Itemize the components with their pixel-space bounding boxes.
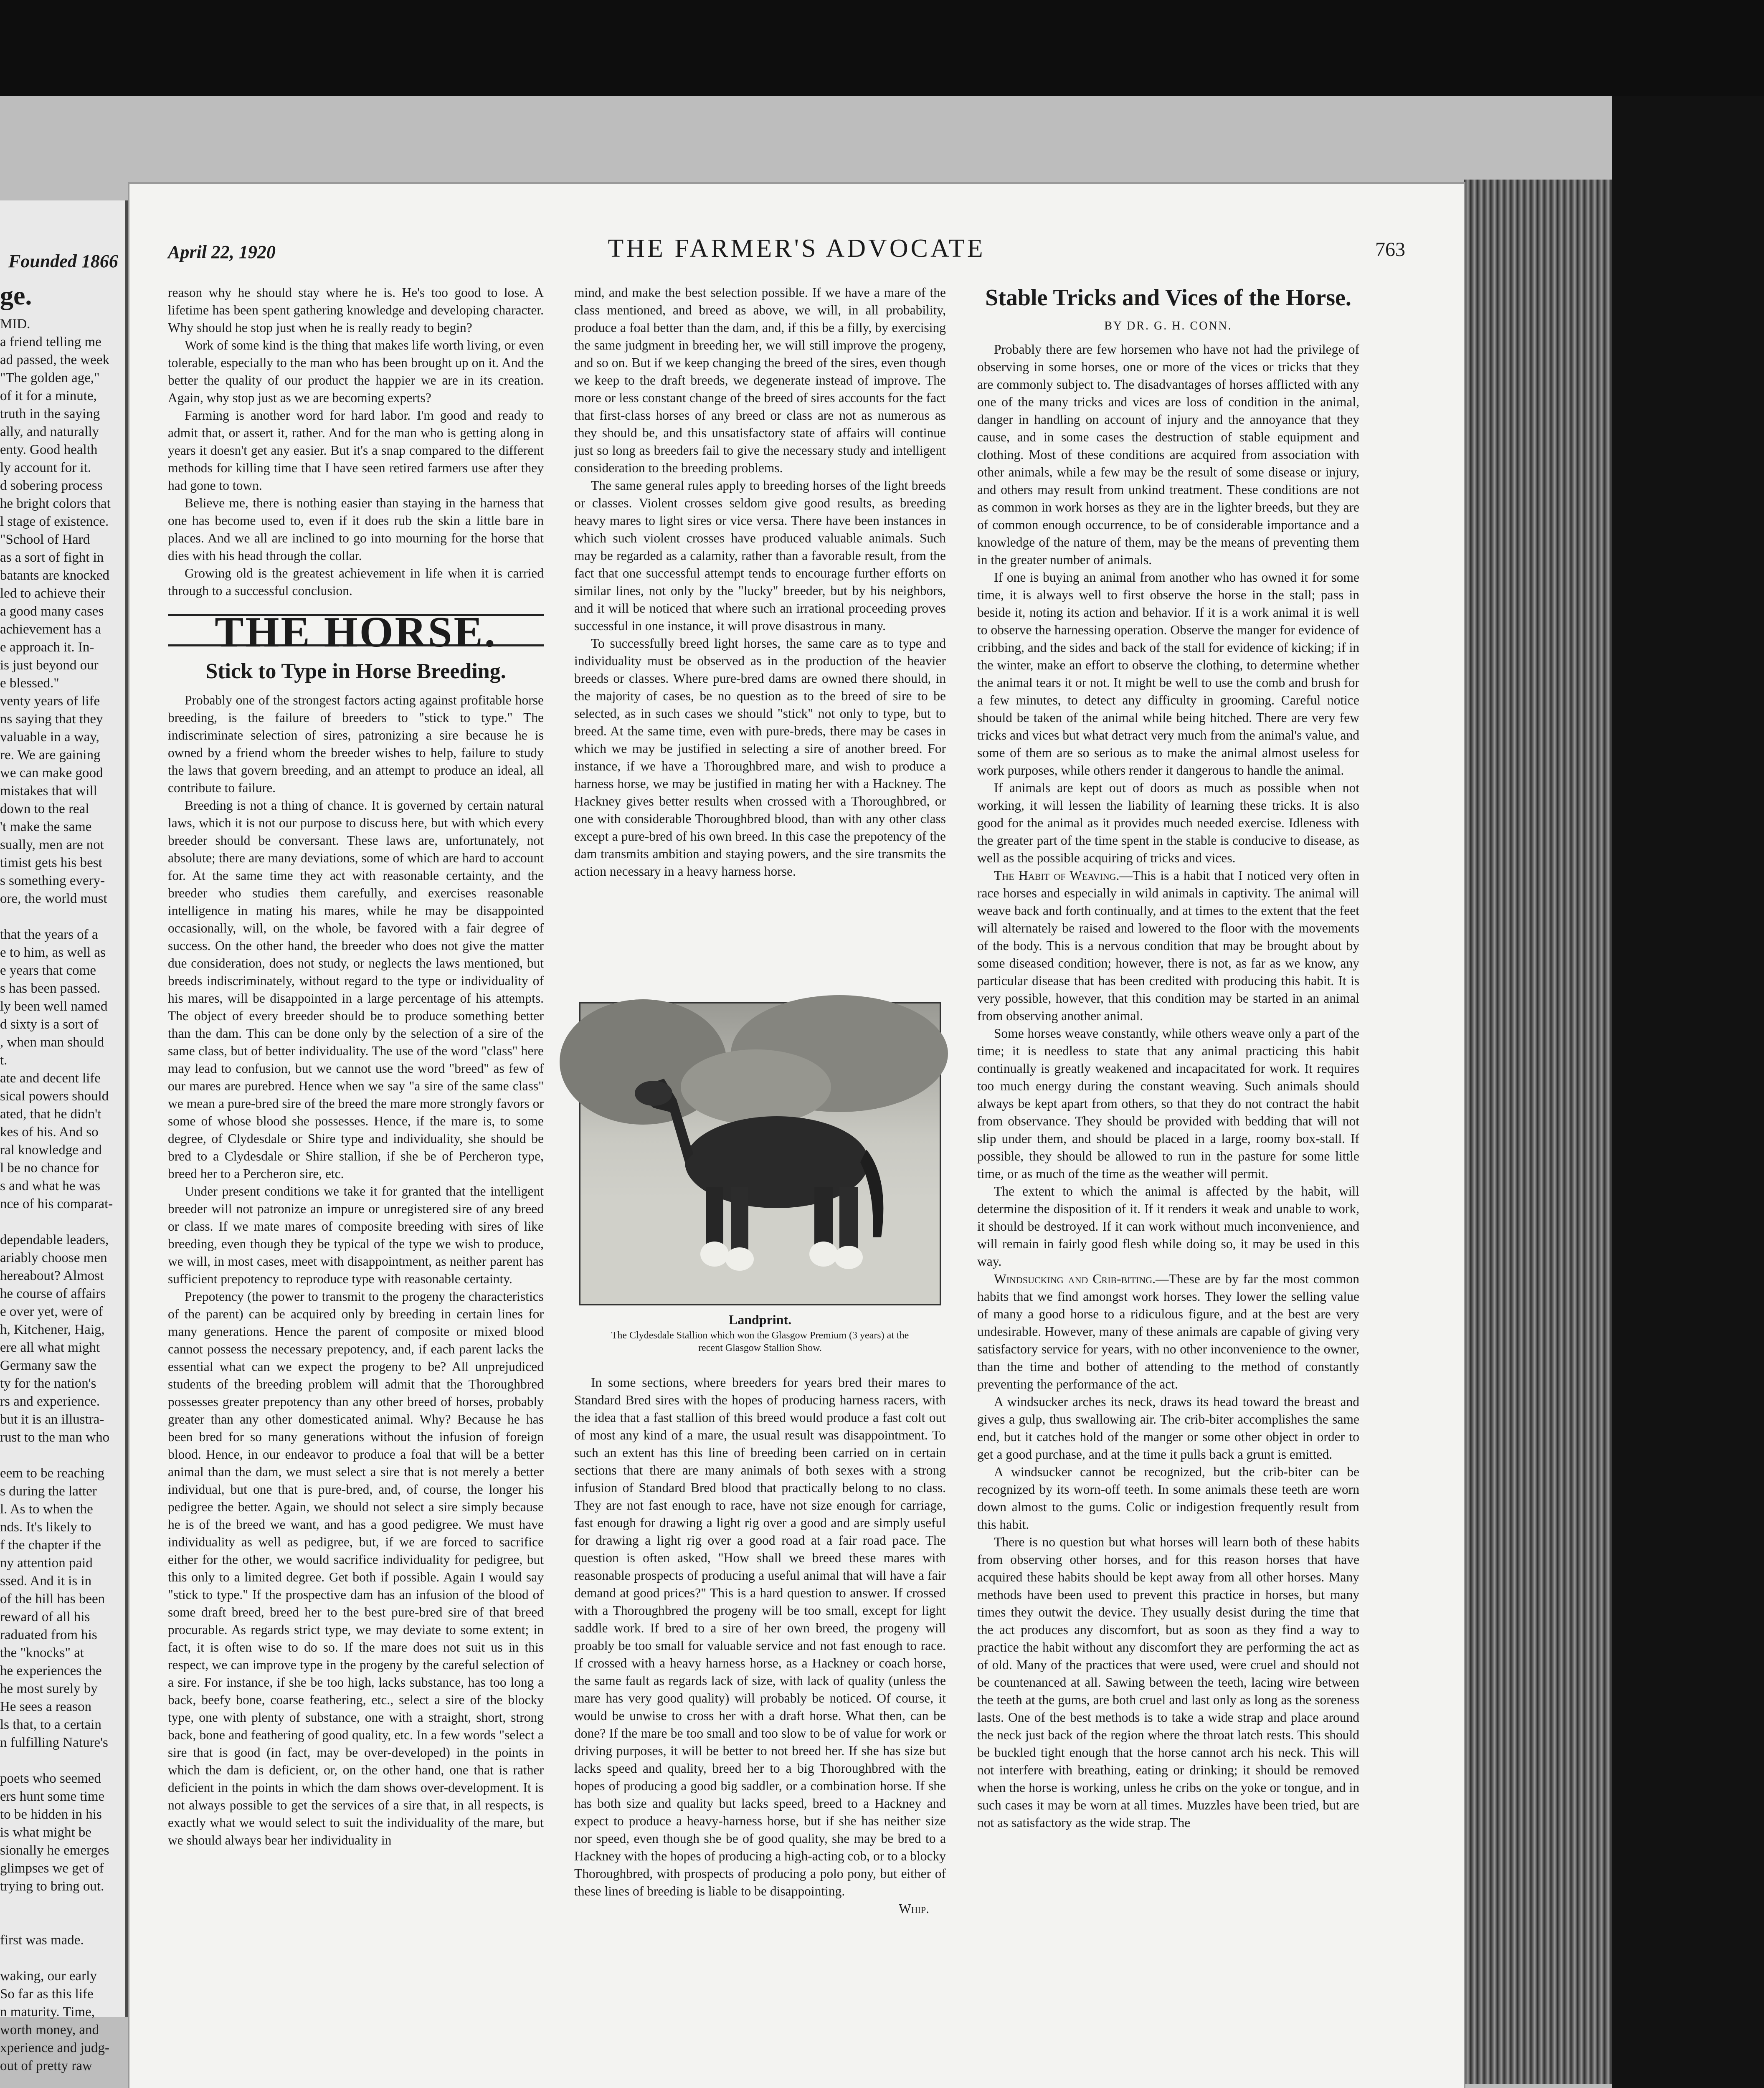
clydesdale-photo — [579, 1002, 941, 1305]
left-page-line: timist gets his best — [0, 855, 102, 870]
left-page-line: sical powers should — [0, 1089, 109, 1104]
left-page-line: "School of Hard — [0, 532, 90, 547]
left-page-line — [0, 1913, 125, 1931]
paragraph: Growing old is the greatest achievement in life when it is carried through to a successful conclusion. — [168, 566, 544, 598]
windsucking-section — [977, 1270, 1359, 1832]
photo-figure — [576, 1002, 944, 1354]
left-page-line: the "knocks" at — [0, 1645, 84, 1660]
left-facing-page — [0, 200, 133, 2073]
left-page-line: ate and decent life — [0, 1071, 101, 1086]
left-page-line: is just beyond our — [0, 658, 99, 673]
left-page-line: d sobering process — [0, 478, 103, 493]
essay-continuation — [168, 284, 544, 600]
left-page-line: ty for the nation's — [0, 1376, 96, 1391]
left-page-line: reward of all his — [0, 1609, 90, 1624]
left-page-line — [0, 1895, 125, 1913]
left-page-line — [0, 1213, 125, 1231]
left-page-line: sually, men are not — [0, 837, 104, 852]
left-page-line: first was made. — [0, 1933, 84, 1948]
left-page-line: he experiences the — [0, 1663, 102, 1678]
paragraph: Probably there are few horsemen who have not had the privilege of observing in some horses, one or more of the vices or tricks that they are commonly subject to. The disadvantages of horses afflicted with any one of the many tricks and vices are loss of condition in the animal, danger in handling on account of injury and the annoyance that they cause, and in some cases the destruction of stable equipment and clothing. Most of these conditions are acquired from association with other animals, while a few may be the result of some disease or injury, and others may result from unkind treatment. These conditions are not as common in work horses as they are in the lighter breeds, but they are of common enough occurrence, to be of considerable importance and a knowledge of the nature of them, may be the means of preventing them in the greater number of animals. — [977, 342, 1359, 567]
left-page-line — [0, 2075, 125, 2088]
left-page-text — [0, 315, 125, 2088]
section-label: Windsucking and Crib-biting. — [994, 1272, 1156, 1286]
article-body-continued — [574, 284, 946, 880]
left-page-line: ly been well named — [0, 999, 108, 1014]
left-page-line: worth money, and — [0, 2022, 99, 2037]
left-page-line: led to achieve their — [0, 586, 105, 601]
left-page-line: xperience and judg- — [0, 2040, 110, 2055]
left-page-line: e approach it. In- — [0, 640, 94, 655]
left-page-line: he most surely by — [0, 1681, 98, 1696]
left-page-line: n maturity. Time, — [0, 2004, 95, 2020]
book-page-edges — [1464, 180, 1612, 2084]
left-page-line: dependable leaders, — [0, 1232, 109, 1247]
weaving-section — [977, 867, 1359, 1270]
photo-caption-title: Landprint. — [728, 1312, 792, 1327]
left-page-line: , when man should — [0, 1035, 104, 1050]
left-page-line: ally, and naturally — [0, 424, 99, 439]
paragraph: Some horses weave constantly, while others weave only a part of the time; it is needless to state that any animal practicing this habit continually is greatly weakened and incapacitated for work. It requires too much energy during the constant weaving. Such animals should always be kept apart from others, so that they do not contract the habit from observance. They should be provided with bedding that will not slip under them, and should be placed in a large, roomy box-stall. If possible, they should be allowed to run in the pasture for some little time, or as much of the time as the weather will permit. — [977, 1026, 1359, 1181]
paragraph: mind, and make the best selection possible. If we have a mare of the class mentioned, and breed as above, we will, in all probability, produce a foal better than the dam, and, if this be a filly, by exercising the same judgment in breeding her, we will still improve the progeny, and so on. But if we keep changing the breed of the sires, even though we keep to the draft breeds, we degenerate instead of improve. The more or less constant change of the breed of sires accounts for the fact that first-class horses of any breed or class are not as numerous as they should be, and this unsatisfactory state of affairs will continue just so long as breeders fail to give the necessary study and intelligent consideration to the breeding problems. — [574, 285, 946, 475]
paragraph-text: —This is a habit that I noticed very often in race horses and especially in wild animals in captivity. The animal will weave back and forth continually, and at times to the extent that the feet will alternately be raised and lowered to the floor with the movements of the body. This is a nervous condition that may be brought about by some diseased condition; however, there is not, as far as we know, any particular disease that has been credited with producing this habit. It is very possible, however, that this condition may be started in an animal from observing another animal. — [977, 868, 1359, 1023]
left-page-line: l. As to when the — [0, 1502, 93, 1517]
left-page-line — [0, 1447, 125, 1465]
column-2 — [574, 284, 946, 880]
running-header — [129, 234, 1464, 267]
paragraph: A windsucker arches its neck, draws its head toward the breast and gives a gulp, thus swallowing air. The crib-biter accomplishes the same end, but it catches hold of the manger or some other object in order to get a good purchase, and at the time it pulls back a grunt is emitted. — [977, 1394, 1359, 1462]
paragraph: Probably one of the strongest factors acting against profitable horse breeding, is the failure of breeders to "stick to type." The indiscriminate selection of sires, patronizing a sire because he is owned by a friend whom the breeder wishes to help, failure to study the laws that govern breeding, and an attempt to produce an ideal, all contribute to failure. — [168, 693, 544, 795]
paragraph: In some sections, where breeders for years bred their mares to Standard Bred sires with the hopes of producing harness racers, with the idea that a fast stallion of this breed would produce a fast colt out of most any kind of a mare, the usual result was disappointment. To such an extent has this line of breeding been carried on in certain sections that there are many animals of both sexes with a strong infusion of Standard Bred blood that practically belong to no class. They are not fast enough to race, have not size enough for carriage, fast enough for drawing a light rig over a good and are simply useful for drawing a light rig over a good road at a fair road pace. The question is often asked, "How shall we breed these mares with reasonable prospects of producing a useful animal that will have a fair demand at good prices?" This is a hard question to answer. If crossed with a Thoroughbred the progeny will be too small, except for light saddle work. If bred to a sire of her own breed, the progeny will proably be too small for valuable service and not fast enough to race. If crossed with a heavy harness horse, as a Hackney or coach horse, the same fault as regards lack of size, with lack of quality (unless the mare has very good quality) will probably be noticed. Of course, it would be unwise to cross her with a draft horse. What then, can be done? If the mare be too small and too slow to be of value for work or driving purposes, it will be better to not breed her. If she has size but lacks speed and quality, breed her to a big Thoroughbred with the hopes of producing a good big saddler, or a combination horse. If she has both size and quality but lacks speed, breed to a Hackney and expect to produce a heavy-harness horse, but if she has neither size nor speed, even though she be of good quality, she may be bred to a Hackney with the hopes of producing a high-acting cob, or to a blocky Thoroughbred, with prospects of producing a polo pony, but either of these lines of breeding is liable to be disappointing. — [574, 1375, 946, 1898]
left-page-line — [0, 908, 125, 926]
publication-title: THE FARMER'S ADVOCATE — [608, 234, 986, 263]
issue-date: April 22, 1920 — [168, 242, 276, 262]
paragraph: There is no question but what horses will learn both of these habits from observing other horses, and for this reason horses that have acquired these habits should be kept away from all other horses. Many methods have been used to prevent this practice in horses, but many times they outwit the device. They usually desist during the time that the act produces any discomfort, but as soon as they find a way to practice the habit without any discomfort they are performing the act as of old. Many of the practices that were used, were cruel and should not be countenanced at all. Sawing between the teeth, lacing wire between the teeth at the gums, are both cruel and last only as long as the soreness lasts. One of the best methods is to take a wide strap and place around the neck just back of the region where the throat latch rests. This should be buckled tight enough that the horse cannot arch his neck. This will not interfere with breathing, eating or drinking; it should be removed when the horse is working, unless he cribs on the yoke or tongue, and in such cases it may be worn at all times. Muzzles have been tried, but are not as satisfactory as the wide strap. The — [977, 1535, 1359, 1830]
left-page-line: h, Kitchener, Haig, — [0, 1322, 105, 1337]
left-page-line: ly account for it. — [0, 460, 91, 475]
left-page-line: batants are knocked — [0, 568, 110, 583]
left-page-line: ated, that he didn't — [0, 1107, 101, 1122]
left-page-line: ere all what might — [0, 1340, 100, 1355]
left-page-line: e years that come — [0, 963, 96, 978]
left-page-line: valuable in a way, — [0, 730, 99, 745]
left-page-line: s has been passed. — [0, 981, 101, 996]
newspaper-page — [129, 184, 1464, 2088]
left-page-line: l be no chance for — [0, 1161, 99, 1176]
left-page-line: waking, our early — [0, 1969, 97, 1984]
left-page-line: of the hill has been — [0, 1591, 105, 1607]
left-page-line: ore, the world must — [0, 891, 107, 906]
left-page-line: of it for a minute, — [0, 388, 97, 403]
left-page-line: 't make the same — [0, 819, 92, 834]
column-1 — [168, 284, 544, 1849]
left-page-header: Founded 1866 — [8, 251, 118, 271]
left-page-line: t. — [0, 1053, 8, 1068]
left-page-line: ral knowledge and — [0, 1143, 102, 1158]
left-page-line: trying to bring out. — [0, 1879, 104, 1894]
left-page-line: n fulfilling Nature's — [0, 1735, 108, 1750]
left-page-line: is what might be — [0, 1825, 92, 1840]
column-2-lower — [574, 1374, 946, 1918]
left-page-line: ad passed, the week — [0, 352, 110, 367]
paragraph: reason why he should stay where he is. He's too good to lose. A lifetime has been spent gathering knowledge and developing character. Why should he stop just when he is really ready to begin? — [168, 285, 544, 335]
left-page-line: poets who seemed — [0, 1771, 101, 1786]
left-page-line: ls that, to a certain — [0, 1717, 101, 1732]
left-page-line: he course of affairs — [0, 1286, 106, 1301]
left-page-line: rs and experience. — [0, 1394, 100, 1409]
scan-right-border — [1612, 96, 1764, 2088]
article-title-stable-tricks: Stable Tricks and Vices of the Horse. — [985, 285, 1351, 311]
paragraph: If animals are kept out of doors as much as possible when not working, it will lessen the liability of learning these tricks. It is also good for the animal as it provides much needed exercise. Idleness with the greater part of the time spent in the stable is conducive to disease, as well as the possible acquiring of tricks and vices. — [977, 780, 1359, 865]
left-page-line: "The golden age," — [0, 370, 100, 385]
left-page-line: out of pretty raw — [0, 2058, 92, 2073]
left-page-line: ssed. And it is in — [0, 1574, 92, 1589]
left-page-line: nce of his comparat- — [0, 1196, 113, 1211]
paragraph-text: —These are by far the most common habits that we find amongst work horses. They lower the selling value of many a good horse to a ridiculous figure, and at the best are very undesirable. However, many of these animals are capable of giving very satisfactory service for years, with no other inconvenience to the owner, than the time and bother of attending to the method of constantly preventing the performance of the act. — [977, 1272, 1359, 1391]
article-body-stick-to-type — [168, 692, 544, 1849]
left-page-line: s something every- — [0, 873, 105, 888]
left-page-line: but it is an illustra- — [0, 1412, 104, 1427]
section-heading: THE HORSE. — [168, 614, 544, 646]
left-page-line: enty. Good health — [0, 442, 98, 457]
left-page-line: we can make good — [0, 765, 103, 780]
left-page-line: Germany saw the — [0, 1358, 96, 1373]
left-page-line: glimpses we get of — [0, 1861, 104, 1876]
left-page-line: e blessed." — [0, 676, 59, 691]
paragraph: Work of some kind is the thing that makes life worth living, or even tolerable, especially to the man who has been brought up on it. And the better the quality of our product the happier we are in its creation. Again, why stop just as we are becoming experts? — [168, 338, 544, 405]
left-page-line: down to the real — [0, 801, 89, 816]
left-page-line: truth in the saying — [0, 406, 100, 421]
left-page-line: ers hunt some time — [0, 1789, 105, 1804]
page-number: 763 — [1375, 238, 1405, 261]
author-signature: Whip. — [898, 1901, 929, 1916]
left-page-line: achievement has a — [0, 622, 101, 637]
left-page-line: that the years of a — [0, 927, 98, 942]
left-page-line: to be hidden in his — [0, 1807, 102, 1822]
paragraph: Under present conditions we take it for granted that the intelligent breeder will not patronize an impure or unregistered sire of any breed or class. If we mate mares of composite breeding with sires of like breeding, even though they be typical of the type we wish to produce, we will, in most cases, meet with disappointment, as neither parent has sufficient prepotency to reproduce type with reasonable certainty. — [168, 1184, 544, 1286]
left-page-line — [0, 1752, 125, 1770]
paragraph — [977, 867, 1359, 1025]
left-page-line: ny attention paid — [0, 1556, 93, 1571]
photo-caption: The Clydesdale Stallion which won the Glasgow Premium (3 years) at the recent Glasgow Stallion Show. — [611, 1330, 909, 1353]
left-page-line: e over yet, were of — [0, 1304, 103, 1319]
left-page-line: MID. — [0, 317, 30, 332]
paragraph — [977, 1270, 1359, 1393]
left-page-line: a friend telling me — [0, 334, 101, 350]
left-page-line: kes of his. And so — [0, 1125, 99, 1140]
left-page-line: ariably choose men — [0, 1250, 107, 1265]
left-page-line: he bright colors that — [0, 496, 111, 511]
left-page-line: f the chapter if the — [0, 1538, 101, 1553]
left-page-line: He sees a reason — [0, 1699, 91, 1714]
left-page-title: ge. — [0, 281, 32, 310]
left-page-line: as a sort of fight in — [0, 550, 104, 565]
left-page-line: s and what he was — [0, 1178, 101, 1194]
left-page-line: sionally he emerges — [0, 1843, 109, 1858]
left-page-line: hereabout? Almost — [0, 1268, 104, 1283]
left-page-line: ns saying that they — [0, 712, 103, 727]
left-page-line: a good many cases — [0, 604, 104, 619]
scan-top-border — [0, 0, 1764, 96]
left-page-line: eem to be reaching — [0, 1466, 105, 1481]
horse-illustration — [580, 1003, 940, 1304]
column-3 — [977, 284, 1359, 1832]
left-page-line: raduated from his — [0, 1627, 97, 1642]
left-page-line: So far as this life — [0, 1987, 94, 2002]
paragraph: The same general rules apply to breeding horses of the light breeds or classes. Violent crosses seldom give good results, as breeding heavy mares to light sires or vice versa. There have been instances in which such violent crosses have produced valuable animals. Such may be regarded as a calamity, rather than a favorable result, from the fact that one successful attempt tends to encourage further efforts on similar lines, not only by the "lucky" breeder, but by his neighbors, and it will be noticed that where such an irrational proceeding proves successful in one instance, it will prove disastrous in many. — [574, 478, 946, 633]
article-byline: BY DR. G. H. CONN. — [1104, 319, 1232, 332]
left-page-line: l stage of existence. — [0, 514, 109, 529]
paragraph: If one is buying an animal from another who has owned it for some time, it is always well to first observe the horse in the stall; pass in beside it, noting its action and behavior. If it is a work animal it is well to observe the harnessing operation. Observe the manger for evidence of cribbing, and the sides and back of the stall for evidence of kicking; if in the winter, make an effort to observe the clothing, to determine whether the animal tears it or not. It might be well to use the comb and brush for a few minutes, to detect any difficulty in grooming. Careful notice should be taken of the animal while being hitched. There are very few tricks and vices but what detract very much from the animal's value, and some of them are so serious as to make the animal almost useless for work purposes, while others render it dangerous to handle the animal. — [977, 570, 1359, 778]
left-page-line: s during the latter — [0, 1484, 97, 1499]
left-page-line: mistakes that will — [0, 783, 97, 798]
left-page-line: re. We are gaining — [0, 748, 101, 763]
paragraph: Breeding is not a thing of chance. It is governed by certain natural laws, which it is not our purpose to discuss here, but with which every breeder should be conversant. These laws are, unfortunately, not absolute; there are many deviations, some of which are hard to account for. At the same time they act with reasonable certainty, and the breeder who studies them carefully, and exercises reasonable intelligence in mating his mares, while he may be disappointed occasionally, will, on the whole, be favored with a fair degree of success. On the other hand, the breeder who does not give the matter due consideration, does not study, or neglects the laws mentioned, but breeds indiscriminately, without regard to the type or individuality of his mares, will be disappointed in a large percentage of his attempts. The object of every breeder should be to produce something better than the dam. This can be done only by the selection of a sire of the same class, but of better individuality. The use of the word "class" here may lead to confusion, but we cannot use the word "breed" as few of our mares are purebred. Hence when we say "a sire of the same class" we mean a pure-bred sire of the breed the mare more strongly favors or some of whose blood she possesses. Hence, if the mare is, to some degree, of Clydesdale or Shire type and individuality, she should be bred to a Clydesdale or Shire stallion, if she be of Percheron type, breed her to a Percheron sire, etc. — [168, 798, 544, 1181]
left-page-line: e to him, as well as — [0, 945, 106, 960]
left-page-line: rust to the man who — [0, 1430, 110, 1445]
paragraph: Prepotency (the power to transmit to the progeny the characteristics of the parent) can be acquired only by breeding in certain lines for many generations. Hence the parent of composite or mixed blood cannot possess the necessary prepotency, and, if each parent lacks the essential what can we expect the progeny to be? All unprejudiced students of the breeding problem will admit that the Thoroughbred possesses greater prepotency than any other breed of horses, probably greater than any other domesticated animal. Why? Because he has been bred for so many generations without the infusion of foreign blood. Hence, in our endeavor to produce a foal that will be a better animal than the dam, we must select a sire that is not merely a better individual, but one that is pure-bred, and, of course, the longer his pedigree the better. Again, we should not select a sire simply because he is of the breed we want, and has a good pedigree. We must have individuality as well as pedigree, but, if we are forced to sacrifice either for the other, we would sacrifice individuality for pedigree, but this only to a limited degree. Get both if possible. Again I would say "stick to type." If the prospective dam has an infusion of the blood of some draft breed, breed her to the best pure-bred sire of that breed procurable. As regards strict type, we may deviate to some extent; in fact, it is often wise to do so. If the mare does not suit us in this respect, we can improve type in the progeny by the careful selection of a sire. For instance, if she be too high, lacks substance, has too long a back, beefy bone, coarse feathering, etc., select a sire of the blocky type, one with plenty of substance, one with a straight, short, strong back, bone and feathering of good quality, etc. In a few words "select a sire that is good (in fact, may be over-developed) in the points in which the dam is deficient, or, on the other hand, one that is rather deficient in the points in which the dam shows over-development. It is not always possible to get the services of a sire that, in all respects, is exactly what we would select to suit the individuality of the mare, but we should always bear her individuality in — [168, 1289, 544, 1847]
left-page-line: venty years of life — [0, 694, 100, 709]
article-body-lower — [574, 1374, 946, 1900]
paragraph: To successfully breed light horses, the same care as to type and individuality must be observed as in the production of the heavier breeds or classes. Where pure-bred dams are owned there should, in the majority of cases, be no question as to the breed of sire to be selected, as in such cases we should "stick" not only to type, but to breed. At the same time, even with pure-breds, there may be cases in which we may be justified in selecting a sire of another breed. For instance, if we have a Thoroughbred mare, and wish to produce a harness horse, we may be justified in mating her with a Hackney. The Hackney gives better results when crossed with a Thoroughbred, or one with considerable Thoroughbred blood, than with any other class except a pure-bred of his own breed. In this case the prepotency of the dam transmits ambition and staying powers, and the sire transmits the action necessary in a heavy harness horse. — [574, 636, 946, 879]
left-page-line: nds. It's likely to — [0, 1520, 91, 1535]
paragraph: The extent to which the animal is affected by the habit, will determine the disposition of it. If it renders it weak and unable to work, it should be destroyed. If it can work without much inconvenience, and will remain in fairly good flesh while doing so, it may be used in this way. — [977, 1184, 1359, 1269]
paragraph: Believe me, there is nothing easier than staying in the harness that one has become used to, even if it does rub the skin a little bare in places. And we all are inclined to go into mourning for the horse that dies with his head through the collar. — [168, 496, 544, 563]
article-title-stick-to-type: Stick to Type in Horse Breeding. — [205, 659, 506, 683]
article-body-stable-tricks — [977, 341, 1359, 867]
paragraph: A windsucker cannot be recognized, but the crib-biter can be recognized by its worn-off teeth. In some animals these teeth are worn down almost to the gums. Colic or indigestion frequently result from this habit. — [977, 1465, 1359, 1532]
section-label: The Habit of Weaving. — [994, 868, 1120, 883]
left-page-line — [0, 1949, 125, 1967]
paragraph: Farming is another word for hard labor. I'm good and ready to admit that, or assert it, rather. And for the man who is getting along in years it doesn't get any easier. But it's a snap compared to the different methods for killing time that I have seen retired farmers use after they had gone to town. — [168, 408, 544, 493]
left-page-line: d sixty is a sort of — [0, 1017, 99, 1032]
